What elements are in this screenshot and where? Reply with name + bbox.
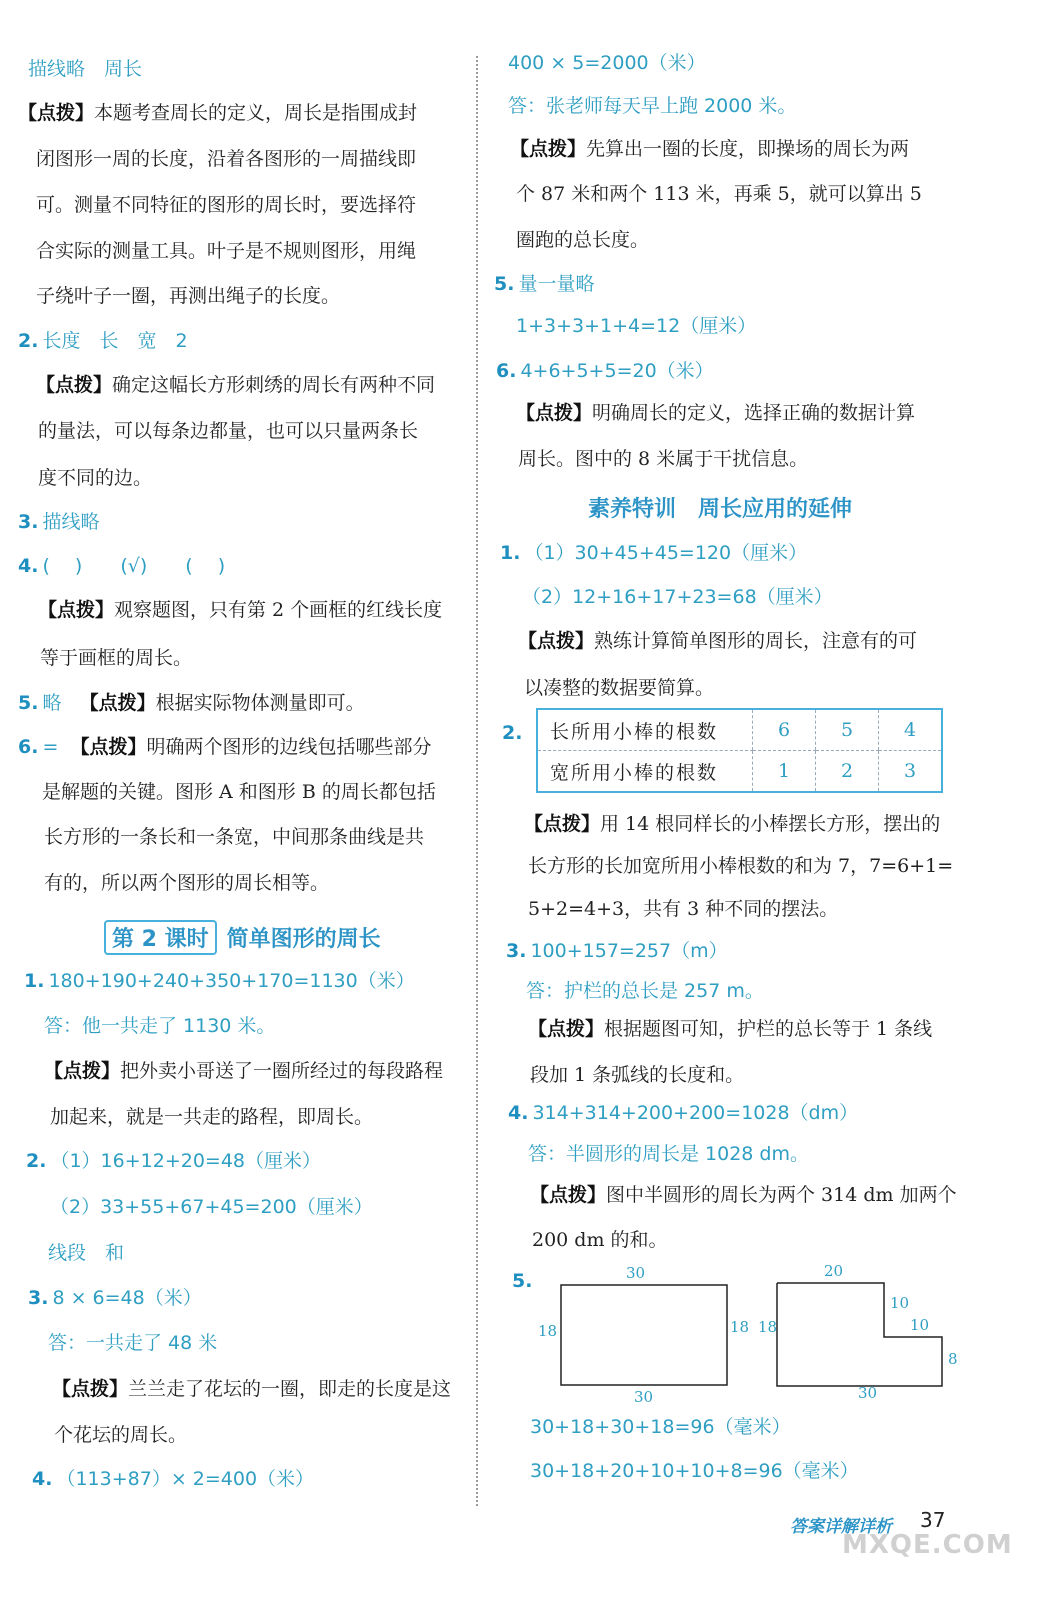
answer-text: 8 × 6=48（米） xyxy=(52,1287,202,1309)
answer-line: 400 × 5=2000（米） xyxy=(508,52,706,74)
hint-line: 个 87 米和两个 113 米，再乘 5，就可以算出 5 xyxy=(516,183,922,205)
figure-label: 30 xyxy=(626,1264,646,1282)
question-6 xyxy=(18,734,432,760)
question-number: 3. xyxy=(28,1287,49,1309)
hint-line xyxy=(530,1182,957,1208)
question-number: 2. xyxy=(18,330,39,352)
hint-line: 有的，所以两个图形的周长相等。 xyxy=(44,872,330,894)
answer-text: （1）16+12+20=48（厘米） xyxy=(50,1150,322,1172)
question-number xyxy=(502,720,526,746)
hint-tag: 【点拨】 xyxy=(38,599,115,621)
question-number: 1. xyxy=(500,542,521,564)
answer-line: 描线略 周长 xyxy=(28,58,143,80)
hint-line xyxy=(516,400,915,426)
question-number: 4. xyxy=(32,1468,53,1490)
answer-text: 4+6+5+5=20（米） xyxy=(520,360,714,382)
hint-text: 兰兰走了花坛的一圈，即走的长度是这 xyxy=(128,1378,452,1400)
answer-text: 180+190+240+350+170=1130（米） xyxy=(48,970,415,992)
answer-text: 略 xyxy=(42,692,62,714)
table-cell: 3 xyxy=(879,751,943,793)
answer-line: 30+18+30+18=96（毫米） xyxy=(530,1416,791,1438)
figure-label: 30 xyxy=(634,1388,654,1406)
table-row xyxy=(537,751,942,793)
question-b4 xyxy=(32,1466,314,1492)
answer-text: （1）30+45+45=120（厘米） xyxy=(524,542,808,564)
answer-line: 答：一共走了 48 米 xyxy=(48,1332,218,1354)
answer-line: 答：张老师每天早上跑 2000 米。 xyxy=(508,95,797,117)
answer-text: 314+314+200+200=1028（dm） xyxy=(532,1102,859,1124)
hint-line: 个花坛的周长。 xyxy=(54,1424,188,1446)
hint-text: 本题考查周长的定义，周长是指围成封 xyxy=(94,102,418,124)
hint-line: 长方形的长加宽所用小棒根数的和为 7，7=6+1= xyxy=(528,855,954,877)
answer-text: （113+87）× 2=400（米） xyxy=(56,1468,315,1490)
answer-text: = xyxy=(42,736,59,758)
question-2 xyxy=(18,328,188,354)
answer-line: 30+18+20+10+10+8=96（毫米） xyxy=(530,1460,859,1482)
answer-line: 答：他一共走了 1130 米。 xyxy=(44,1015,276,1037)
hint-line xyxy=(518,628,917,654)
hint-text: 观察题图，只有第 2 个画框的红线长度 xyxy=(114,599,443,621)
hint-line: 圈跑的总长度。 xyxy=(516,229,650,251)
hint-line: 可。测量不同特征的图形的周长时，要选择符 xyxy=(36,194,417,216)
lesson-heading xyxy=(104,920,381,955)
hint-line: 的量法，可以每条边都量，也可以只量两条长 xyxy=(38,420,419,442)
question-number: 6. xyxy=(496,360,517,382)
figure-label: 30 xyxy=(858,1384,878,1402)
question-number: 4. xyxy=(508,1102,529,1124)
hint-text: 把外卖小哥送了一圈所经过的每段路程 xyxy=(120,1060,444,1082)
question-b3 xyxy=(28,1285,202,1311)
answer-line: 线段 和 xyxy=(48,1242,125,1264)
hint-line xyxy=(38,597,442,623)
hint-line xyxy=(524,811,940,837)
answer-text: 描线略 xyxy=(42,511,100,533)
page-number: 37 xyxy=(920,1508,946,1532)
question-number xyxy=(512,1268,536,1294)
lesson-label: 第 2 课时 xyxy=(104,920,217,955)
hint-line xyxy=(510,136,909,162)
hint-text: 熟练计算简单图形的周长，注意有的可 xyxy=(594,630,918,652)
figure-label: 8 xyxy=(948,1350,958,1368)
answer-line: （2）12+16+17+23=68（厘米） xyxy=(522,586,833,608)
table-cell: 2 xyxy=(816,751,879,793)
hint-line xyxy=(18,100,417,126)
hint-line: 子绕叶子一圈，再测出绳子的长度。 xyxy=(36,285,341,307)
row-header: 宽所用小棒的根数 xyxy=(550,761,719,784)
notched-figure xyxy=(776,1282,948,1388)
question-4 xyxy=(18,553,225,579)
hint-line: 闭图形一周的长度，沿着各图形的一周描线即 xyxy=(36,148,417,170)
hint-line: 段加 1 条弧线的长度和。 xyxy=(530,1064,745,1086)
hint-tag: 【点拨】 xyxy=(70,736,147,758)
hint-text: 根据实际物体测量即可。 xyxy=(155,692,365,714)
answer-line: 答：护栏的总长是 257 m。 xyxy=(526,980,764,1002)
hint-line: 加起来，就是一共走的路程，即周长。 xyxy=(50,1106,374,1128)
hint-line: 200 dm 的和。 xyxy=(532,1229,668,1251)
hint-line xyxy=(44,1058,443,1084)
hint-tag: 【点拨】 xyxy=(528,1018,605,1040)
question-number: 2. xyxy=(502,722,523,744)
table-cell: 4 xyxy=(879,709,943,751)
figure-label: 10 xyxy=(910,1316,930,1334)
question-r5 xyxy=(494,271,594,297)
question-s1 xyxy=(500,540,807,566)
answer-line: （2）33+55+67+45=200（厘米） xyxy=(50,1196,373,1218)
question-s4 xyxy=(508,1100,858,1126)
hint-text: 图中半圆形的周长为两个 314 dm 加两个 xyxy=(606,1184,957,1206)
section-title: 素养特训 周长应用的延伸 xyxy=(588,497,853,522)
question-number: 5. xyxy=(18,692,39,714)
hint-tag: 【点拨】 xyxy=(18,102,95,124)
figure-label: 18 xyxy=(730,1318,750,1336)
question-5 xyxy=(18,690,365,716)
figure-label: 18 xyxy=(538,1322,558,1340)
table-cell: 5 xyxy=(816,709,879,751)
answer-line: 答：半圆形的周长是 1028 dm。 xyxy=(528,1143,810,1165)
question-number: 3. xyxy=(18,511,39,533)
hint-line: 等于画框的周长。 xyxy=(40,647,193,669)
table-cell: 6 xyxy=(753,709,816,751)
hint-tag: 【点拨】 xyxy=(524,813,601,835)
hint-tag: 【点拨】 xyxy=(518,630,595,652)
hint-line: 是解题的关键。图形 A 和图形 B 的周长都包括 xyxy=(42,781,436,803)
question-3 xyxy=(18,509,99,535)
hint-line: 度不同的边。 xyxy=(38,467,153,489)
answer-text: 长度 长 宽 2 xyxy=(42,330,188,352)
answer-line: 1+3+3+1+4=12（厘米） xyxy=(516,315,757,337)
question-number: 2. xyxy=(26,1150,47,1172)
hint-text: 确定这幅长方形刺绣的周长有两种不同 xyxy=(112,374,436,396)
question-number: 4. xyxy=(18,555,39,577)
answer-text: ( ) (√) ( ) xyxy=(42,555,226,577)
question-number: 5. xyxy=(512,1270,533,1292)
hint-line xyxy=(36,372,435,398)
figure-label: 10 xyxy=(890,1294,910,1312)
hint-text: 先算出一圈的长度，即操场的周长为两 xyxy=(586,138,910,160)
hint-tag: 【点拨】 xyxy=(530,1184,607,1206)
answer-text: 量一量略 xyxy=(518,273,595,295)
hint-line: 5+2=4+3，共有 3 种不同的摆法。 xyxy=(528,898,839,920)
question-number: 1. xyxy=(24,970,45,992)
row-header: 长所用小棒的根数 xyxy=(537,709,753,751)
hint-line xyxy=(52,1376,451,1402)
hint-tag: 【点拨】 xyxy=(52,1378,129,1400)
hint-tag: 【点拨】 xyxy=(516,402,593,424)
hint-text: 根据题图可知，护栏的总长等于 1 条线 xyxy=(604,1018,933,1040)
lesson-title: 简单图形的周长 xyxy=(226,927,381,952)
hint-tag: 【点拨】 xyxy=(36,374,113,396)
table-cell: 1 xyxy=(753,751,816,793)
question-b1 xyxy=(24,968,415,994)
footer-label: 答案详解详析 xyxy=(790,1517,892,1537)
hint-tag: 【点拨】 xyxy=(79,692,156,714)
hint-line xyxy=(528,1016,932,1042)
hint-line: 长方形的一条长和一条宽，中间那条曲线是共 xyxy=(44,826,425,848)
hint-tag: 【点拨】 xyxy=(510,138,587,160)
rectangle-figure xyxy=(560,1284,730,1388)
hint-line: 合实际的测量工具。叶子是不规则图形，用绳 xyxy=(36,240,417,262)
question-b2 xyxy=(26,1148,321,1174)
question-number: 5. xyxy=(494,273,515,295)
sticks-table xyxy=(536,708,943,793)
hint-text: 明确两个图形的边线包括哪些部分 xyxy=(146,736,432,758)
hint-text: 用 14 根同样长的小棒摆长方形，摆出的 xyxy=(600,813,941,835)
answer-text: 100+157=257（m） xyxy=(530,940,728,962)
question-number: 6. xyxy=(18,736,39,758)
hint-line: 周长。图中的 8 米属于干扰信息。 xyxy=(518,448,809,470)
table-row xyxy=(537,709,942,751)
watermark: MXQE.COM xyxy=(842,1530,1013,1560)
figure-label: 18 xyxy=(758,1318,778,1336)
hint-text: 明确周长的定义，选择正确的数据计算 xyxy=(592,402,916,424)
hint-tag: 【点拨】 xyxy=(44,1060,121,1082)
question-number: 3. xyxy=(506,940,527,962)
question-s3 xyxy=(506,938,728,964)
column-divider xyxy=(476,56,478,1506)
hint-line: 以凑整的数据要简算。 xyxy=(524,677,715,699)
question-r6 xyxy=(496,358,714,384)
figure-label: 20 xyxy=(824,1262,844,1280)
